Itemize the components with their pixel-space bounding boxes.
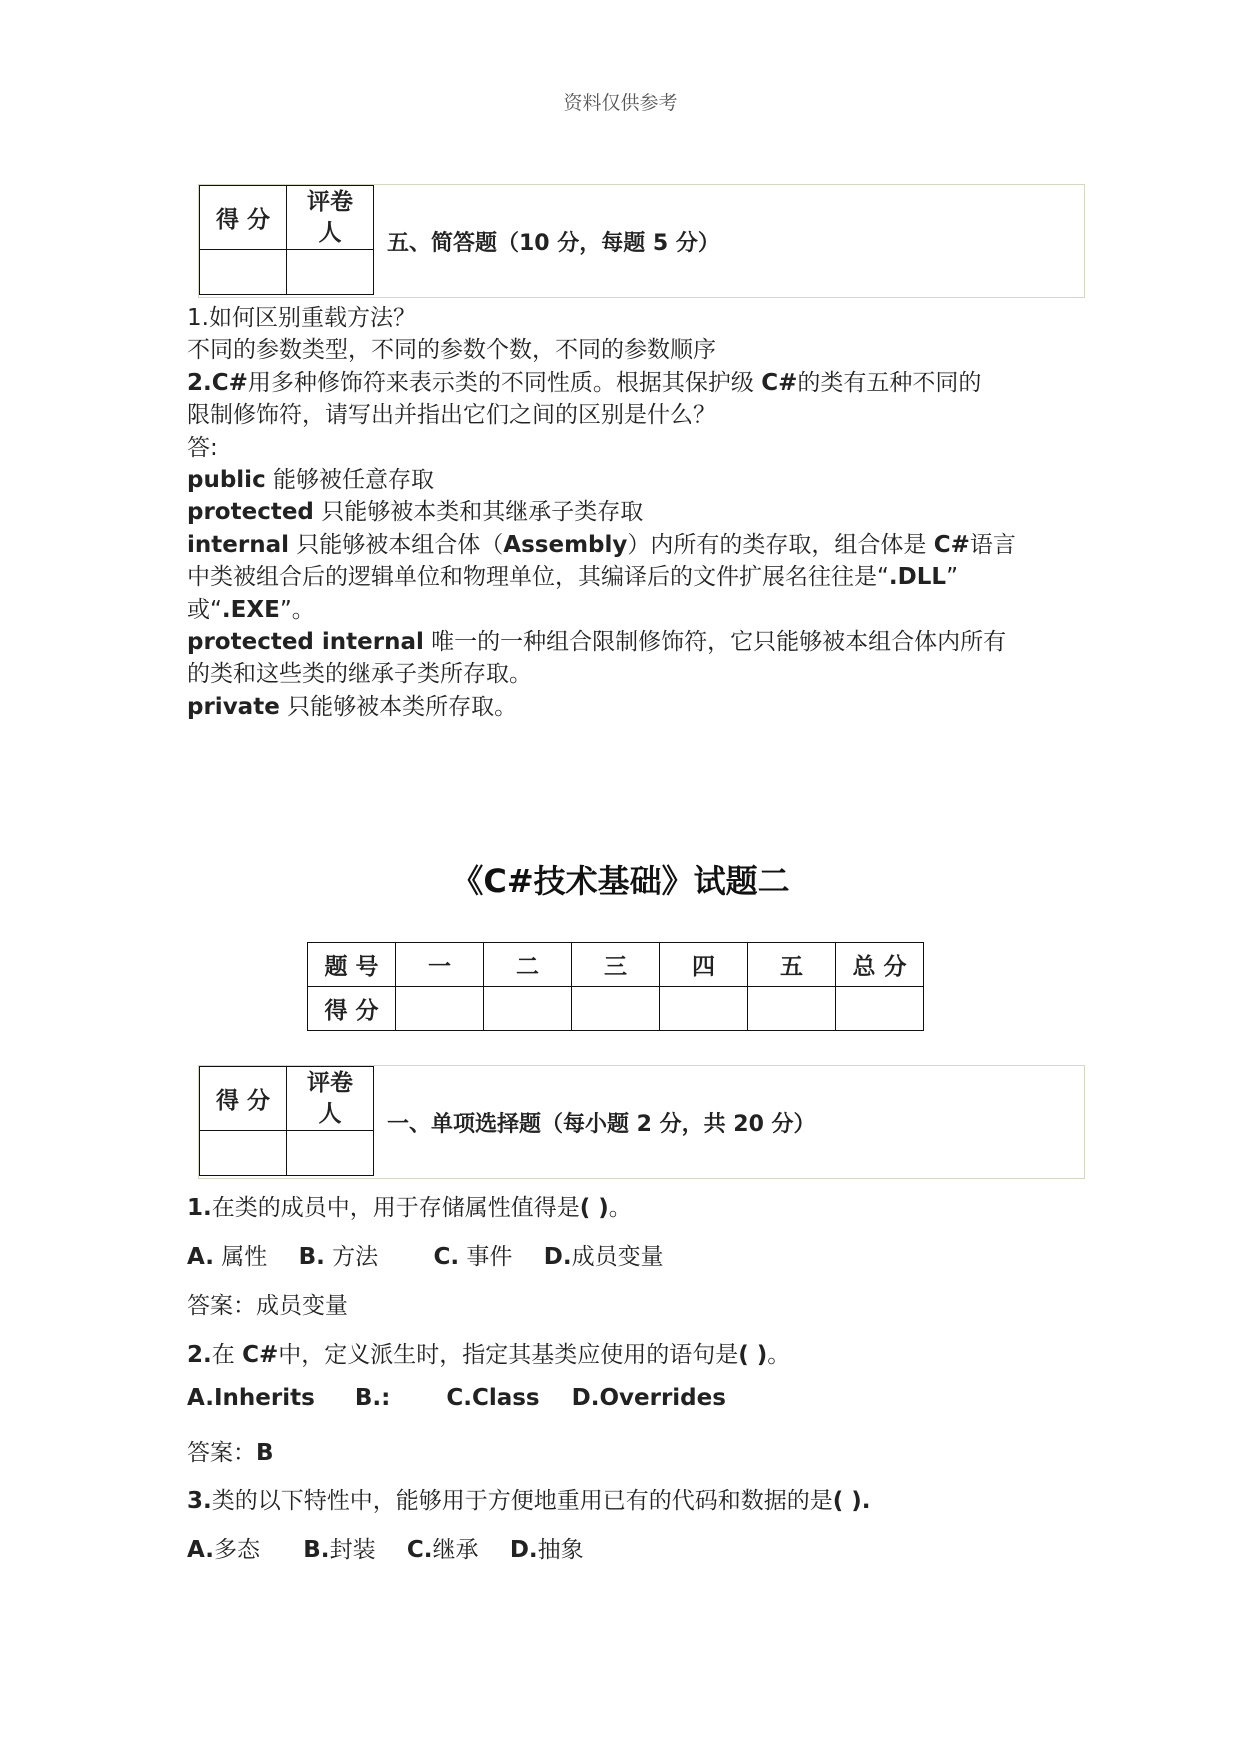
internal-line2-prefix: 中类被组合后的逻辑单位和物理单位，其编译后的文件扩展名往往是“ <box>187 564 889 590</box>
q-number: 1. <box>187 1195 212 1221</box>
score-cell <box>200 1131 287 1176</box>
protected-keyword: protected <box>187 499 314 525</box>
internal-line3-prefix: 或“ <box>187 597 222 623</box>
reviewer-label <box>287 186 374 250</box>
mc-question-2 <box>187 1336 790 1369</box>
public-desc: 能够被任意存取 <box>265 467 435 493</box>
internal-cs: C# <box>933 532 970 558</box>
answer-label: 答案： <box>187 1293 256 1319</box>
question-2-line-2: 限制修饰符，请写出并指出它们之间的区别是什么？ <box>187 402 716 428</box>
question-2-line-1 <box>187 364 981 397</box>
protected-internal-keyword: protected internal <box>187 629 424 655</box>
internal-line2-suffix: ” <box>946 564 958 590</box>
private-keyword: private <box>187 694 280 720</box>
summary-score-cell <box>660 987 748 1031</box>
summary-score-cell <box>572 987 660 1031</box>
option-a-letter: A. <box>187 1537 214 1563</box>
reviewer-label-line2: 人 <box>318 1100 342 1127</box>
reviewer-label-line2: 人 <box>318 219 342 246</box>
mc-options-2: A.Inherits B.: C.Class D.Overrides <box>187 1385 726 1411</box>
q-end: 。 <box>767 1342 791 1368</box>
internal-mid: 只能够被本组合体（ <box>288 532 504 558</box>
protected-line <box>187 493 643 526</box>
exe-extension: .EXE <box>221 597 280 623</box>
q-cs: C# <box>242 1342 279 1368</box>
q-text-2: 中，定义派生时，指定其基类应使用的语句是 <box>278 1342 739 1368</box>
private-desc: 只能够被本类所存取。 <box>279 694 518 720</box>
option-b-text: 封装 <box>329 1537 376 1563</box>
score-cell <box>200 250 287 295</box>
q2-suffix: 的类有五种不同的 <box>797 370 982 396</box>
summary-header-cell: 二 <box>484 943 572 987</box>
answer-label: 答案： <box>187 1440 256 1466</box>
summary-header-cell: 三 <box>572 943 660 987</box>
internal-line3-suffix: ”。 <box>279 597 315 623</box>
option-d-text: 成员变量 <box>571 1244 664 1270</box>
q-number: 2. <box>187 1342 212 1368</box>
q-blank: ( ) <box>579 1195 609 1221</box>
score-label: 得 分 <box>200 186 287 250</box>
q2-keyword: C# <box>761 370 798 396</box>
option-b-letter: B. <box>303 1537 330 1563</box>
summary-score-cell <box>748 987 836 1031</box>
option-a-text: 属性 <box>213 1244 268 1270</box>
q2-mid: 用多种修饰符来表示类的不同性质。根据其保护级 <box>247 370 762 396</box>
grading-box-section-1 <box>198 1065 1085 1179</box>
header-note: 资料仅供参考 <box>563 92 678 114</box>
answer-value: 成员变量 <box>256 1293 348 1319</box>
option-c-letter: C. <box>433 1244 460 1270</box>
answer-value: B <box>256 1440 274 1466</box>
q-end: 。 <box>608 1195 632 1221</box>
public-line <box>187 461 434 494</box>
option-c-text: 事件 <box>459 1244 513 1270</box>
summary-score-cell <box>484 987 572 1031</box>
reviewer-label-line1: 评卷 <box>307 1069 353 1096</box>
public-keyword: public <box>187 467 266 493</box>
mc-question-3 <box>187 1482 871 1515</box>
dll-extension: .DLL <box>888 564 947 590</box>
document-title: 《C#技术基础》试题二 <box>451 862 790 900</box>
option-b-letter: B. <box>298 1244 325 1270</box>
grading-mini-table <box>199 185 374 295</box>
answer-1: 不同的参数类型，不同的参数个数，不同的参数顺序 <box>187 337 716 363</box>
q-blank: ( ) <box>738 1342 768 1368</box>
private-line <box>187 688 517 721</box>
q-text-1: 在 <box>211 1342 243 1368</box>
assembly-keyword: Assembly <box>503 532 628 558</box>
score-summary-table <box>307 942 924 1031</box>
option-a-letter: A. <box>187 1244 214 1270</box>
q-blank: ( ). <box>832 1488 871 1514</box>
reviewer-cell <box>287 250 374 295</box>
option-c-letter: C. <box>406 1537 433 1563</box>
reviewer-label-line1: 评卷 <box>307 188 353 215</box>
q2-prefix: 2.C# <box>187 370 248 396</box>
section-title-short-answer: 五、简答题（10 分，每题 5 分） <box>387 230 720 256</box>
internal-line-3 <box>187 591 315 624</box>
protected-desc: 只能够被本类和其继承子类存取 <box>313 499 644 525</box>
protected-internal-desc: 唯一的一种组合限制修饰符，它只能够被本组合体内所有 <box>423 629 1007 655</box>
internal-keyword: internal <box>187 532 289 558</box>
reviewer-cell <box>287 1131 374 1176</box>
summary-score-row <box>308 987 924 1031</box>
q-text: 在类的成员中，用于存储属性值得是 <box>211 1195 580 1221</box>
q-text: 类的以下特性中，能够用于方便地重用已有的代码和数据的是 <box>211 1488 833 1514</box>
question-1: 1.如何区别重载方法？ <box>187 305 416 331</box>
grading-mini-table <box>199 1066 374 1176</box>
option-d-text: 抽象 <box>537 1537 584 1563</box>
protected-internal-line-1 <box>187 623 1006 656</box>
mc-answer-1 <box>187 1287 348 1320</box>
mc-options-1 <box>187 1238 664 1271</box>
internal-mid2: ）内所有的类存取，组合体是 <box>627 532 934 558</box>
summary-score-cell <box>836 987 924 1031</box>
mc-options-3 <box>187 1531 584 1564</box>
answer-label: 答: <box>187 435 218 461</box>
option-c-text: 继承 <box>432 1537 479 1563</box>
internal-line-1 <box>187 526 1016 559</box>
reviewer-label <box>287 1067 374 1131</box>
option-d-letter: D. <box>543 1244 572 1270</box>
internal-suffix: 语言 <box>969 532 1016 558</box>
summary-header-cell: 五 <box>748 943 836 987</box>
protected-internal-line-2: 的类和这些类的继承子类所存取。 <box>187 661 532 687</box>
summary-header-cell: 题 号 <box>308 943 396 987</box>
grading-box-section-5 <box>198 184 1085 298</box>
score-label: 得 分 <box>200 1067 287 1131</box>
summary-header-cell: 一 <box>396 943 484 987</box>
summary-row-label: 得 分 <box>308 987 396 1031</box>
internal-line-2 <box>187 558 958 591</box>
summary-score-cell <box>396 987 484 1031</box>
option-a-text: 多态 <box>213 1537 260 1563</box>
option-d-letter: D. <box>509 1537 538 1563</box>
option-b-text: 方法 <box>324 1244 379 1270</box>
summary-header-row <box>308 943 924 987</box>
mc-question-1 <box>187 1189 632 1222</box>
summary-header-cell: 四 <box>660 943 748 987</box>
q-number: 3. <box>187 1488 212 1514</box>
summary-header-cell: 总 分 <box>836 943 924 987</box>
mc-answer-2 <box>187 1434 274 1467</box>
section-title-single-choice: 一、单项选择题（每小题 2 分，共 20 分） <box>387 1111 816 1137</box>
